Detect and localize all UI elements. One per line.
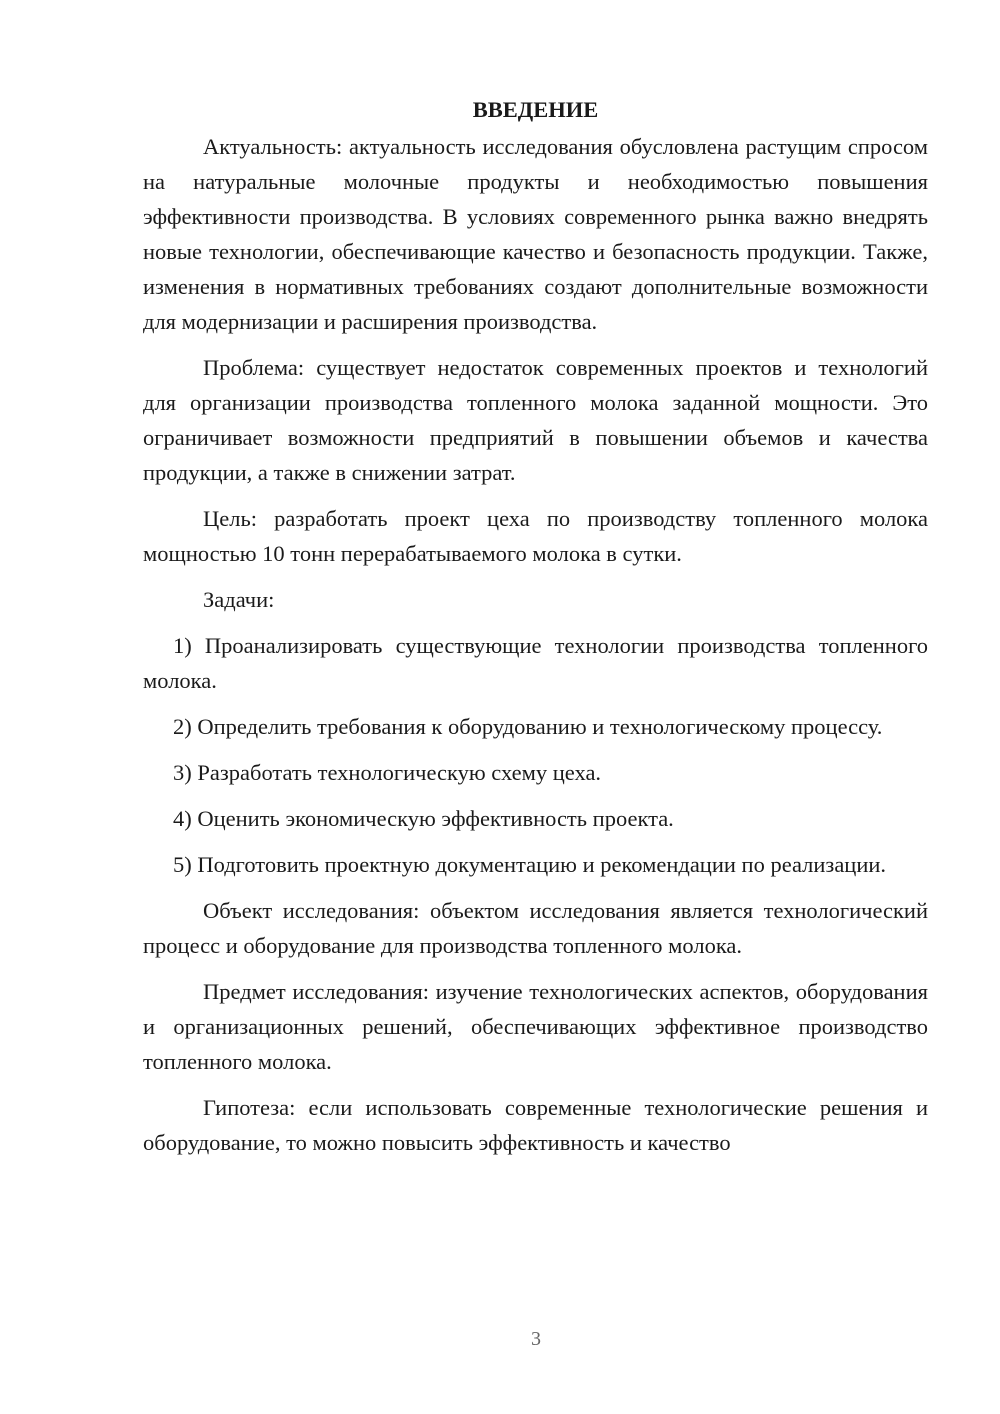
tasks-label: Задачи: <box>203 587 275 612</box>
paragraph-object: Объект исследования: объектом исследования является технологический процесс и оборудование для производства топленного молока. <box>143 898 928 958</box>
paragraph-goal: Цель: разработать проект цеха по производству топленного молока мощностью 10 тонн перерабатываемого молока в сутки. <box>143 506 928 566</box>
page-heading: ВВЕДЕНИЕ <box>472 97 599 122</box>
task-item: 5) Подготовить проектную документацию и рекомендации по реализации. <box>173 852 887 877</box>
paragraph-problem: Проблема: существует недостаток современных проектов и технологий для организации производства топленного молока заданной мощности. Это ограничивает возможности предприятий в повышении объемов и качества продукции, а также в снижении затрат. <box>143 355 928 485</box>
page-number: 3 <box>531 1328 541 1350</box>
paragraph-subject: Предмет исследования: изучение технологических аспектов, оборудования и организационных решений, обеспечивающих эффективное производство топленного молока. <box>143 979 928 1074</box>
task-item: 2) Определить требования к оборудованию и технологическому процессу. <box>173 714 883 739</box>
task-item: 1) Проанализировать существующие технологии производства топленного молока. <box>143 633 928 693</box>
task-item: 4) Оценить экономическую эффективность проекта. <box>173 806 674 831</box>
page-content <box>143 92 928 1171</box>
paragraph-relevance: Актуальность: актуальность исследования обусловлена растущим спросом на натуральные молочные продукты и необходимостью повышения эффективности производства. В условиях современного рынка важно внедрять новые технологии, обеспечивающие качество и безопасность продукции. Также, изменения в нормативных требованиях создают дополнительные возможности для модернизации и расширения производства. <box>143 134 928 334</box>
paragraph-hypothesis: Гипотеза: если использовать современные технологические решения и оборудование, то можно повысить эффективность и качество <box>143 1095 928 1155</box>
task-item: 3) Разработать технологическую схему цеха. <box>173 760 602 785</box>
